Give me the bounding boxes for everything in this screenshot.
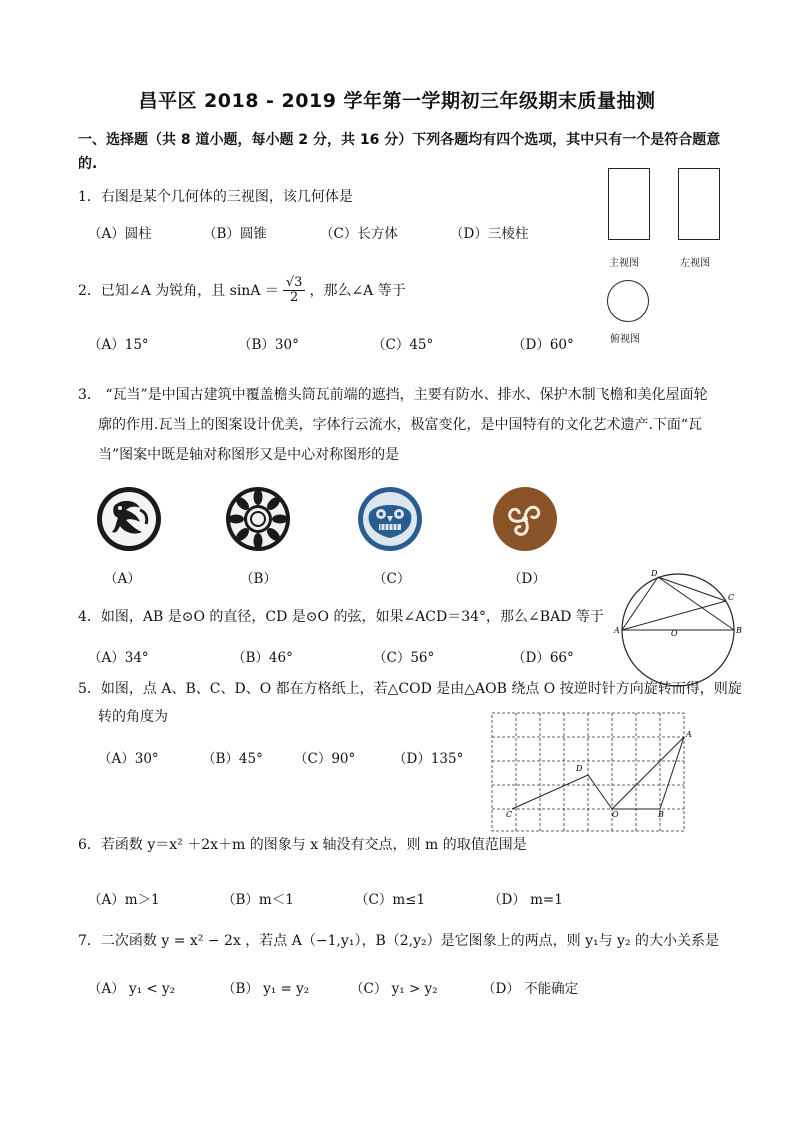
fraction-sqrt3-over-2 <box>283 276 306 305</box>
section-heading-line2: 的. <box>78 156 98 172</box>
question-2-option-a[interactable]: （A）15° <box>88 337 149 353</box>
circle-figure <box>614 566 744 696</box>
question-1-option-b[interactable]: （B）圆锥 <box>203 226 267 242</box>
tile-c-image[interactable] <box>357 486 423 552</box>
tile-a-label: （A） <box>104 571 141 587</box>
question-1-stem: 1．右图是某个几何体的三视图，该几何体是 <box>78 189 353 205</box>
tile-c-label: （C） <box>373 571 411 587</box>
question-2-stem-a: 2．已知∠A 为锐角，且 sinA ＝ <box>78 282 279 299</box>
tile-b-image[interactable] <box>225 486 291 552</box>
question-2-stem-b: ，那么∠A 等于 <box>309 282 406 299</box>
grid-point-d-label: D <box>576 764 583 773</box>
tile-a-image[interactable] <box>96 486 162 552</box>
segment-ac <box>622 601 726 630</box>
top-view-circle <box>607 280 649 322</box>
page-title: 昌平区 2018 - 2019 学年第一学期初三年级期末质量抽测 <box>138 90 656 112</box>
question-4-option-c[interactable]: （C）56° <box>373 650 435 666</box>
side-view-rectangle <box>678 168 720 240</box>
question-6-option-a[interactable]: （A）m＞1 <box>88 892 160 908</box>
point-d-label: D <box>651 569 658 578</box>
grid-point-b-label: B <box>658 810 664 819</box>
question-5-option-a[interactable]: （A）30° <box>98 751 159 767</box>
question-2-option-d[interactable]: （D）60° <box>512 337 574 353</box>
segment-ad <box>622 577 658 630</box>
grid-figure <box>492 713 690 833</box>
point-b-label: B <box>736 626 742 635</box>
question-3-line2: 廓的作用.瓦当上的图案设计优美，字体行云流水，极富变化，是中国特有的文化艺术遗产.下面“瓦 <box>98 417 703 433</box>
question-4-option-b[interactable]: （B）46° <box>232 650 293 666</box>
question-3-line3: 当”图案中既是轴对称图形又是中心对称图形的是 <box>98 447 400 463</box>
question-2-option-c[interactable]: （C）45° <box>372 337 434 353</box>
question-5-option-b[interactable]: （B）45° <box>202 751 263 767</box>
segment-db <box>658 577 734 630</box>
fraction-denominator: 2 <box>290 290 299 305</box>
tile-d-label: （D） <box>508 571 546 587</box>
question-7-option-b[interactable]: （B） y₁ = y₂ <box>222 981 310 997</box>
grid-point-a-label: A <box>686 730 692 739</box>
question-2-stem <box>78 276 406 305</box>
question-7-option-c[interactable]: （C） y₁ > y₂ <box>350 981 438 997</box>
tile-d-image[interactable] <box>492 486 558 552</box>
point-o-label: O <box>671 629 678 638</box>
point-c-label: C <box>728 593 735 602</box>
grid-lines <box>492 713 684 831</box>
question-1-option-c[interactable]: （C）长方体 <box>320 226 398 242</box>
grid-point-c-label: C <box>506 810 513 819</box>
question-6-option-c[interactable]: （C）m≤1 <box>355 892 426 908</box>
top-view-label: 俯视图 <box>610 334 640 345</box>
question-6-option-b[interactable]: （B）m＜1 <box>222 892 294 908</box>
question-4-stem: 4．如图，AB 是⊙O 的直径，CD 是⊙O 的弦，如果∠ACD＝34°，那么∠BAD 等于 <box>78 609 604 625</box>
question-4-option-d[interactable]: （D）66° <box>512 650 574 666</box>
grid-point-o-label: O <box>612 810 619 819</box>
side-view-label: 左视图 <box>680 258 710 269</box>
triangle-cod <box>512 775 612 809</box>
front-view-rectangle <box>608 168 650 240</box>
question-3-line1: 3． “瓦当”是中国古建筑中覆盖檐头筒瓦前端的遮挡，主要有防水、排水、保护木制飞檐和美化屋面轮 <box>78 387 708 403</box>
question-5-line2: 转的角度为 <box>98 709 168 725</box>
question-7-stem: 7．二次函数 y = x² − 2x ，若点 A（−1,y₁），B（2,y₂）是它图象上的两点，则 y₁与 y₂ 的大小关系是 <box>78 933 720 949</box>
question-7-option-a[interactable]: （A） y₁ < y₂ <box>88 981 176 997</box>
question-4-option-a[interactable]: （A）34° <box>88 650 149 666</box>
question-5-option-c[interactable]: （C）90° <box>294 751 356 767</box>
question-6-stem: 6．若函数 y＝x² ＋2x＋m 的图象与 x 轴没有交点，则 m 的取值范围是 <box>78 837 527 853</box>
question-1-option-a[interactable]: （A）圆柱 <box>88 226 152 242</box>
point-a-label: A <box>614 626 620 635</box>
question-1-option-d[interactable]: （D）三棱柱 <box>450 226 529 242</box>
question-2-option-b[interactable]: （B）30° <box>238 337 299 353</box>
fraction-numerator: √3 <box>283 276 306 291</box>
question-5-option-d[interactable]: （D）135° <box>393 751 464 767</box>
question-7-option-d[interactable]: （D） 不能确定 <box>482 981 579 997</box>
triangle-aob <box>612 737 684 809</box>
question-6-option-d[interactable]: （D） m=1 <box>488 892 563 908</box>
front-view-label: 主视图 <box>609 258 639 269</box>
section-heading-line1: 一、选择题（共 8 道小题，每小题 2 分，共 16 分）下列各题均有四个选项，其中只有一个是符合题意 <box>78 132 721 148</box>
tile-b-label: （B） <box>240 571 277 587</box>
question-5-line1: 5．如图，点 A、B、C、D、O 都在方格纸上，若△COD 是由△AOB 绕点 O 按逆时针方向旋转而得，则旋 <box>78 681 742 697</box>
